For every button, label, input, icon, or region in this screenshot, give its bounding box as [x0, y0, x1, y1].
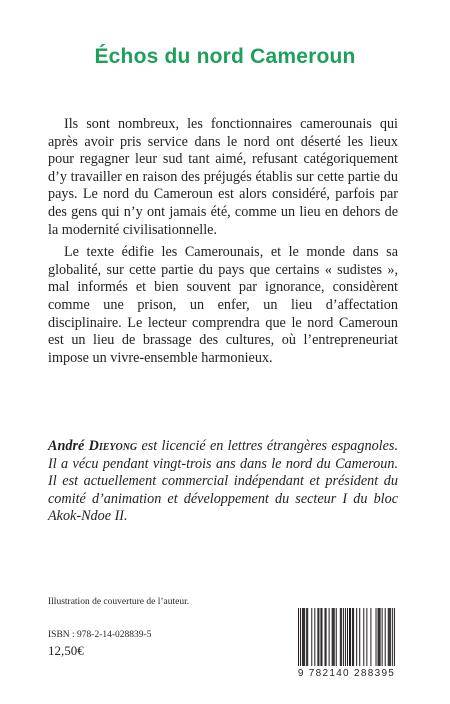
barcode-bar [356, 608, 357, 666]
barcode-bar [363, 608, 364, 666]
barcode-bar [380, 608, 381, 666]
barcode-bar [392, 608, 393, 666]
barcode-bar [318, 608, 319, 666]
barcode-bar [349, 608, 350, 666]
barcode-bar [314, 608, 315, 666]
barcode-bar [382, 608, 383, 666]
barcode-bar [352, 608, 353, 666]
barcode [286, 606, 407, 684]
barcode-bar [333, 608, 334, 666]
barcode-bar [334, 608, 335, 666]
barcode-bar [341, 608, 342, 666]
barcode-bar [317, 608, 318, 666]
barcode-bar [326, 608, 327, 666]
barcode-bar [307, 608, 308, 666]
barcode-bar [370, 608, 371, 666]
author-first-name: André [48, 438, 85, 454]
isbn: ISBN : 978-2-14-028839-5 [48, 630, 152, 640]
barcode-bar [394, 608, 395, 666]
barcode-bar [389, 608, 390, 666]
price: 12,50€ [48, 643, 84, 658]
barcode-bar [311, 608, 312, 666]
barcode-bars [286, 606, 407, 668]
author-surname: Dieyong [88, 438, 138, 454]
barcode-digits: 9 782140 288395 [297, 668, 396, 679]
barcode-bar [303, 608, 304, 666]
barcode-bar [298, 608, 299, 666]
barcode-bar [340, 608, 341, 666]
barcode-bar [321, 608, 322, 666]
barcode-bar [302, 608, 303, 666]
barcode-bar [336, 608, 337, 666]
barcode-bar [366, 608, 367, 666]
barcode-bar [304, 608, 305, 666]
barcode-bar [353, 608, 354, 666]
barcode-bar [306, 608, 307, 666]
barcode-bar [329, 608, 330, 666]
barcode-bar [325, 608, 326, 666]
barcode-bar [320, 608, 321, 666]
blurb-paragraph-1: Ils sont nombreux, les fonctionnaires camerounais qui après avoir pris service dans le nord ont déserté les lieux pour regagner leur sud tant aimé, refusant catégoriquement d’y travailler en raison des préjugés établis sur cette partie du pays. Le nord du Cameroun est alors considéré, parfois par des gens qui n’y ont jamais été, comme un lieu en dehors de la modernité civilisationnelle. [48, 116, 398, 238]
barcode-bar [350, 608, 351, 666]
barcode-bar [359, 608, 360, 666]
book-title: Échos du nord Cameroun [94, 45, 356, 68]
author-bio-text: est licencié en lettres étrangères espagnoles. Il a vécu pendant vingt-trois ans dans le nord du Cameroun. Il est actuellement commercial indépendant et président du comité d’animation et développement du secteur I du bloc Akok-Ndoe II. [48, 438, 398, 525]
cover-illustration-credit: Illustration de couverture de l’auteur. [48, 597, 190, 607]
barcode-bar [388, 608, 389, 666]
barcode-bar [376, 608, 377, 666]
barcode-bar [332, 608, 333, 666]
barcode-bar [300, 608, 301, 666]
barcode-bar [390, 608, 391, 666]
barcode-bar [347, 608, 348, 666]
barcode-bar [385, 608, 386, 666]
barcode-bar [378, 608, 379, 666]
barcode-bar [379, 608, 380, 666]
blurb-paragraph-2: Le texte édifie les Camerounais, et le monde dans sa globalité, sur cette partie du pays que certains « sudistes », mal informés et bien souvent par ignorance, considèrent comme une prison, un enfer, un lieu d’affectation disciplinaire. Le lecteur comprendra que le nord Cameroun est un lieu de brassage des cultures, où l’entrepreneuriat impose un vivre-ensemble harmonieux. [48, 244, 398, 366]
back-cover-blurb [48, 116, 398, 367]
barcode-bar [345, 608, 346, 666]
author-bio [48, 438, 398, 526]
barcode-bar [343, 608, 344, 666]
